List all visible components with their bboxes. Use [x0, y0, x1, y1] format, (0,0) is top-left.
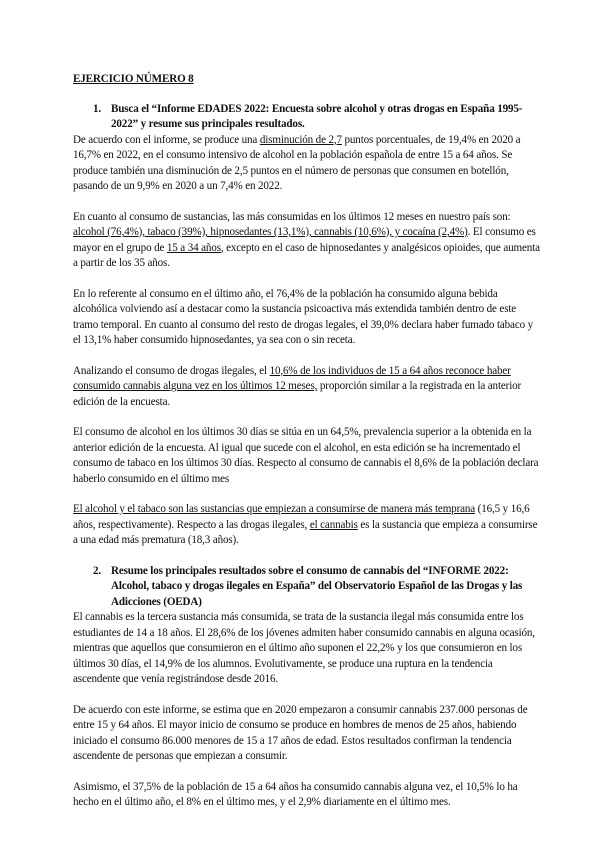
- question-1: [73, 102, 542, 133]
- paragraph-1-underline-1: disminución de 2,7: [259, 133, 342, 146]
- question-2-number: 2.: [93, 564, 102, 577]
- page-title: EJERCICIO NÚMERO 8: [73, 73, 194, 85]
- paragraph-8: De acuerdo con este informe, se estima que en 2020 empezaron a consumir cannabis 237.000 personas de entre 15 y 64 años. El mayor inicio de consumo se produce en hombres de menos de 25 años, habiendo iniciado el consumo 86.000 menores de 15 a 17 años de edad. Estos resultados confirman la tendencia ascendente de personas que empiezan a consumir.: [73, 703, 528, 762]
- paragraph-4-underline-1: 10,6% de los individuos de 15 a 64 años reconoce haber consumido cannabis alguna vez en los últimos 12 meses,: [73, 364, 511, 392]
- paragraph-2-underline-1: alcohol (76,4%), tabaco (39%), hipnosedantes (13,1%), cannabis (10,6%), y cocaína (2,4%): [73, 226, 468, 238]
- question-1-text: Busca el “Informe EDADES 2022: Encuesta sobre alcohol y otras drogas en España 1995-2022” y resume sus principales resultados.: [111, 102, 523, 130]
- paragraph-1-text-b: puntos porcentuales, de 19,4% en 2020 a 16,7% en 2022, en el consumo intensivo de alcohol en la población española de entre 15 a 64 años. Se produce también una disminución de 2,5 puntos en el número de personas que consumen en botellón, pasando de un 9,9% en 2020 a un 7,4% en 2022.: [73, 133, 521, 192]
- paragraph-6-text-a: (16,5 y 16,6 años, respectivamente). Respecto a las drogas ilegales,: [73, 503, 530, 531]
- paragraph-2-text-c: , excepto en el caso de hipnosedantes y analgésicos opioides, que aumenta a partir de los 35 años.: [73, 241, 540, 269]
- paragraph-9: Asimismo, el 37,5% de la población de 15 a 64 años ha consumido cannabis alguna vez, el 10,5% lo ha hecho en el último año, el 8% en el último mes, y el 2,9% diariamente en el último mes.: [73, 780, 518, 808]
- question-2: [73, 564, 542, 611]
- paragraph-4-text-a: Analizando el consumo de drogas ilegales, el: [73, 364, 270, 377]
- paragraph-1-text-a: De acuerdo con el informe, se produce una: [73, 133, 260, 146]
- question-1-number: 1.: [93, 102, 102, 115]
- paragraph-2: [73, 210, 542, 272]
- paragraph-7: El cannabis es la tercera sustancia más consumida, se trata de la sustancia ilegal más consumida entre los estudiantes de 14 a 18 años. El 28,6% de los jóvenes admiten haber consumido cannabis en alguna ocasión, mientras que aquellos que consumieron en el último año suponen el 22,2% y los que consumieron en los últimos 30 días, el 14,9% de los alumnos. Evolutivamente, se produce una ruptura en la tendencia ascendente que venía registrándose desde 2016.: [73, 611, 535, 685]
- paragraph-2-underline-2: 15 a 34 años: [166, 241, 221, 254]
- paragraph-6: [73, 502, 542, 549]
- paragraph-6-underline-1: El alcohol y el tabaco son las sustancias que empiezan a consumirse de manera más temprana: [73, 503, 476, 515]
- question-2-text: Resume los principales resultados sobre el consumo de cannabis del “INFORME 2022: Alcohol, tabaco y drogas ilegales en España” del Observatorio Español de las Drogas y las Adicciones (OEDA): [111, 564, 523, 608]
- paragraph-6-text-b: es la sustancia que empieza a consumirse a una edad más prematura (18,3 años).: [73, 518, 538, 546]
- paragraph-2-text-a: En cuanto al consumo de sustancias, las más consumidas en los últimos 12 meses en nuestro país son:: [73, 210, 511, 223]
- paragraph-1: [73, 133, 542, 195]
- paragraph-6-underline-2: el cannabis: [309, 518, 358, 531]
- paragraph-5: El consumo de alcohol en los últimos 30 días se sitúa en un 64,5%, prevalencia superior a la obtenida en la anterior edición de la encuesta. Al igual que sucede con el alcohol, en esta edición se ha incrementado el consumo de tabaco en los últimos 30 días. Respecto al consumo de cannabis el 8,6% de la población declara haberlo consumido en el último mes: [73, 426, 539, 485]
- paragraph-4: [73, 364, 542, 411]
- paragraph-2-text-b: . El consumo es mayor en el grupo de: [73, 226, 536, 254]
- paragraph-4-text-b: proporción similar a la registrada en la anterior edición de la encuesta.: [73, 380, 522, 408]
- paragraph-3: En lo referente al consumo en el último año, el 76,4% de la población ha consumido alguna bebida alcohólica volviendo así a destacar como la sustancia psicoactiva más extendida también dentro de este tramo temporal. En cuanto al consumo del resto de drogas legales, el 39,0% declara haber fumado tabaco y el 13,1% haber consumido hipnosedantes, ya sea con o sin receta.: [73, 287, 534, 346]
